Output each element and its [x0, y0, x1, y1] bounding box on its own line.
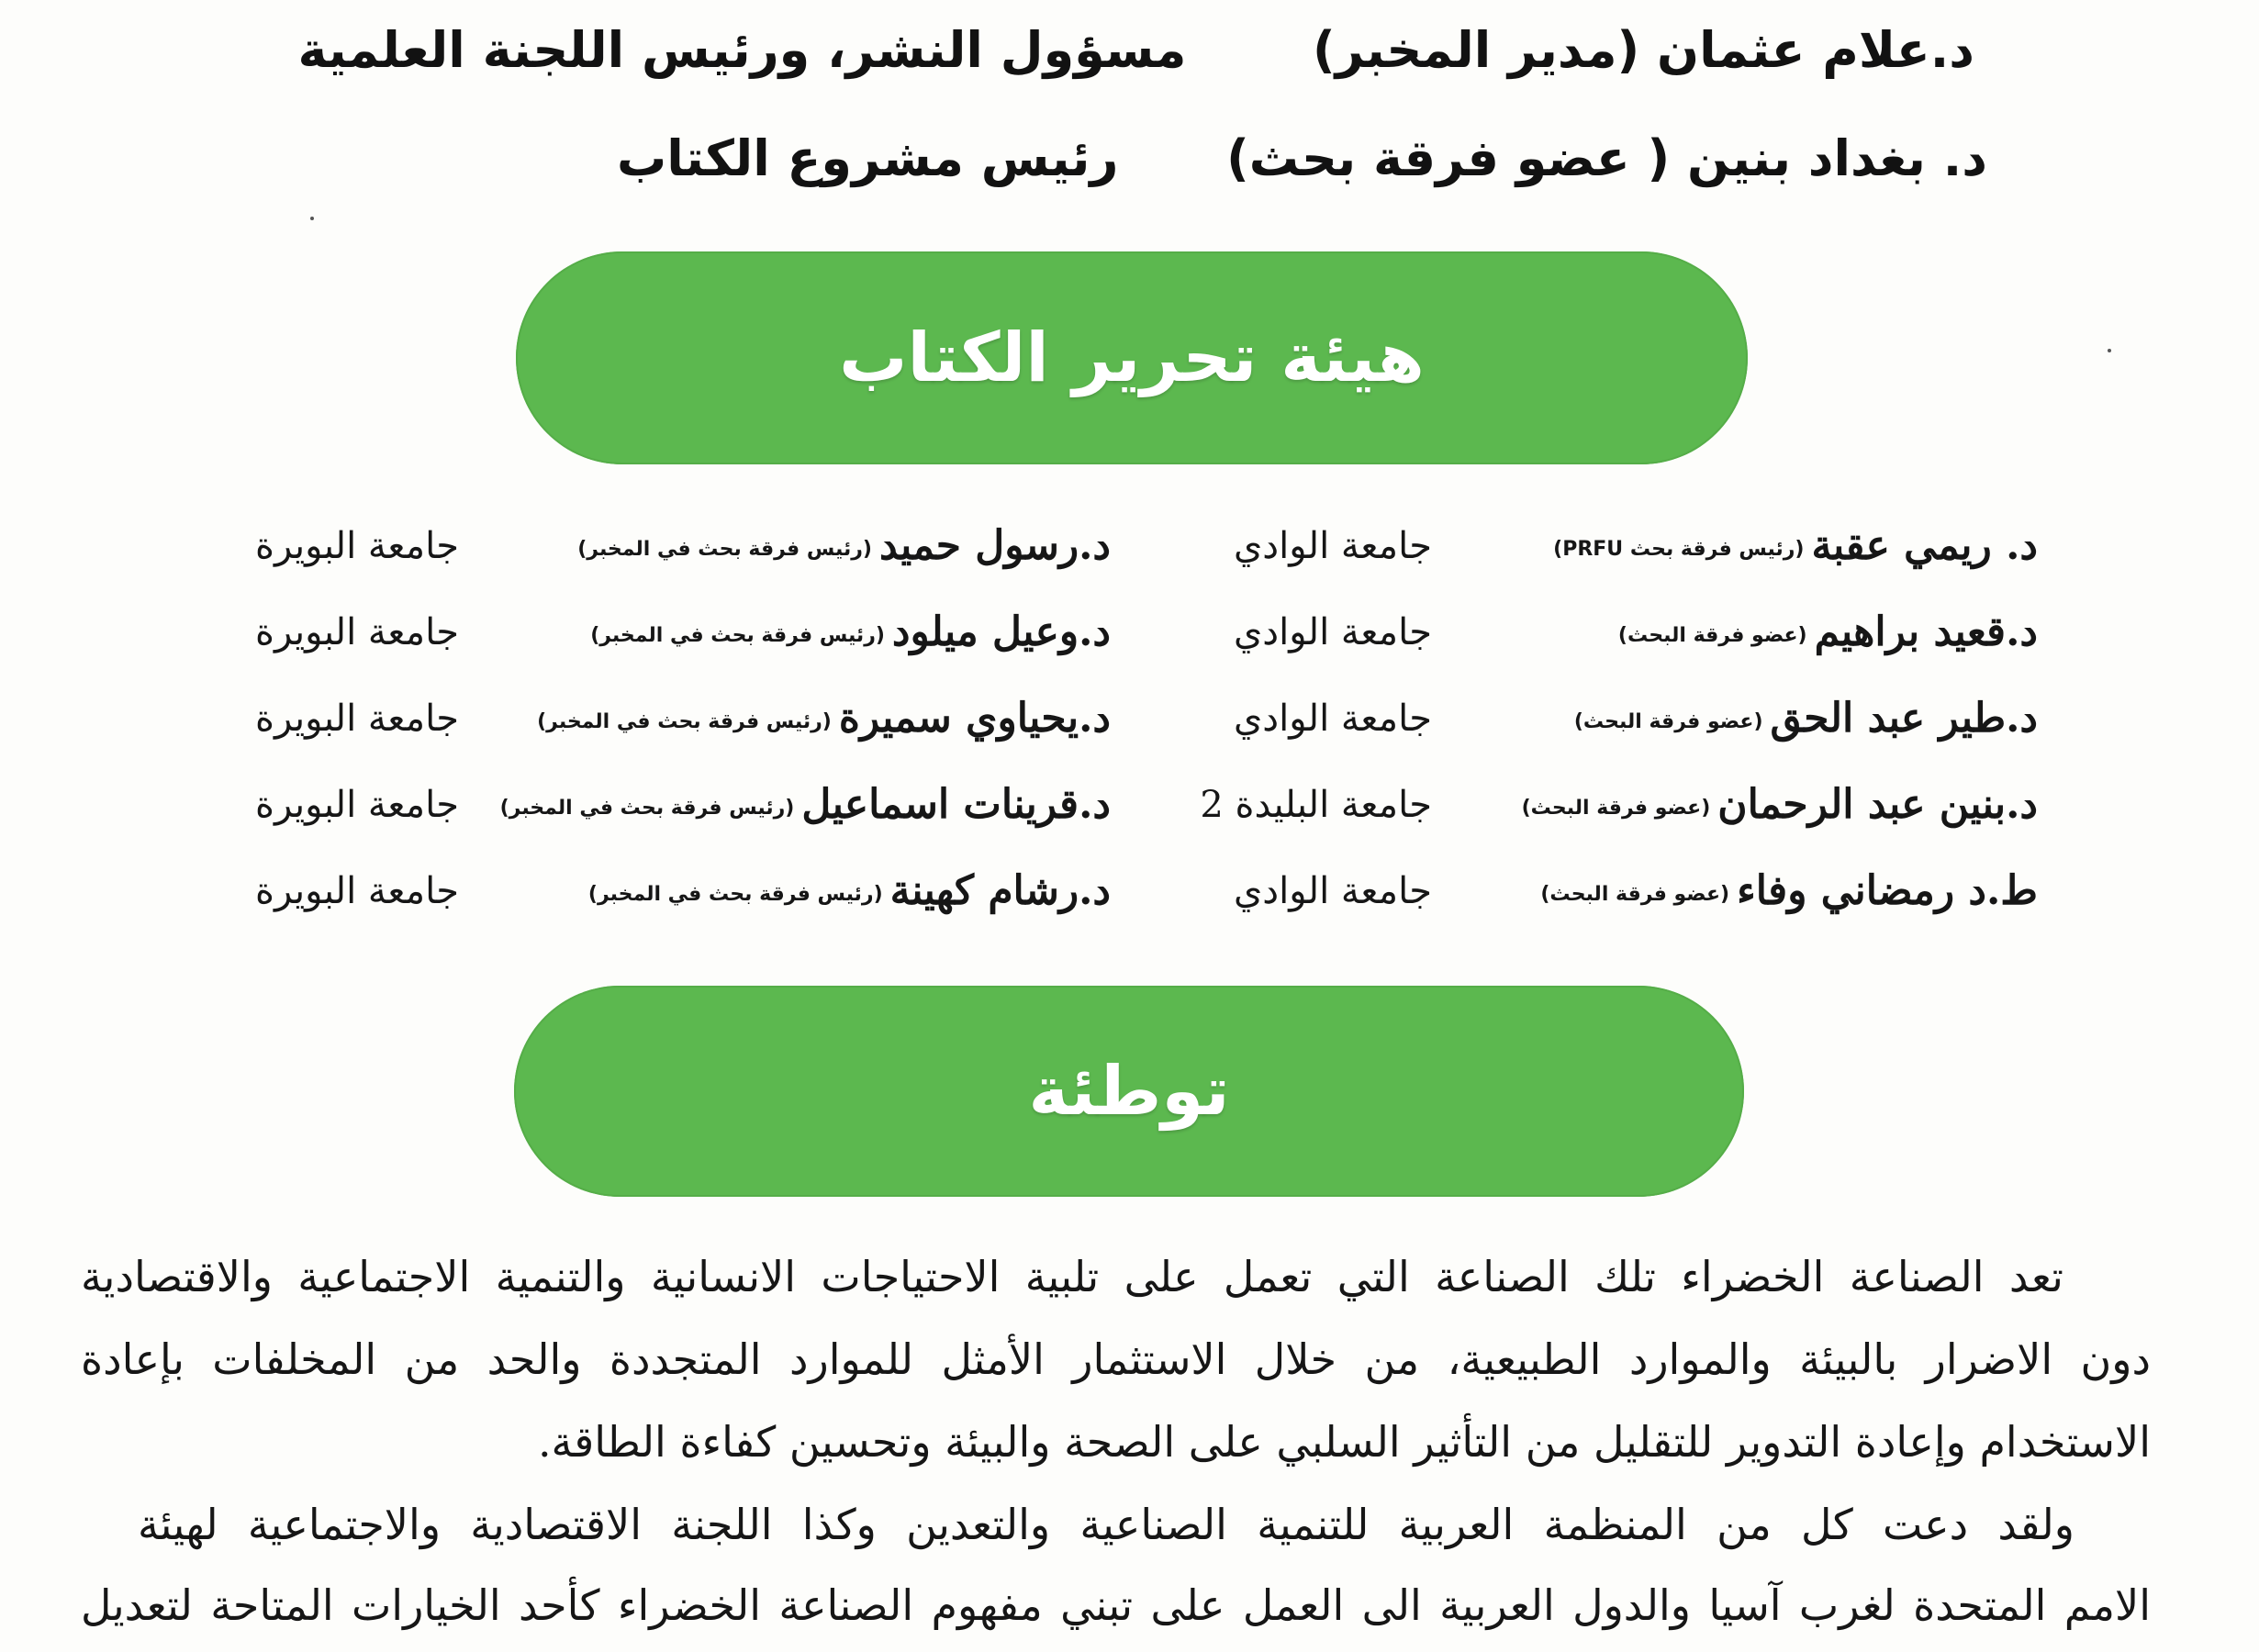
header-line-2 [617, 127, 1987, 191]
table-row [184, 509, 2038, 596]
member-name: د. ريمي عقبة [1811, 522, 2038, 569]
table-row [184, 768, 2038, 854]
member-university: جامعة البويرة [255, 525, 459, 567]
header-line-1 [298, 18, 1975, 83]
header-line-2-role: رئيس مشروع الكتاب [616, 129, 1119, 187]
member-role: (رئيس فرقة بحث في المخبر) [499, 797, 795, 820]
member-name: د.رشام كهينة [889, 867, 1111, 914]
body-line-2: دون الاضرار بالبيئة والموارد الطبيعية، من خلال الاستثمار الأمثل للموارد المتجددة والحد من المخلفات بإعادة [81, 1334, 2151, 1384]
body-line-5: الامم المتحدة لغرب آسيا والدول العربية الى العمل على تبني مفهوم الصناعة الخضراء كأحد الخيارات المتاحة لتعديل [81, 1580, 2151, 1630]
member-role: (عضو فرقة البحث) [1540, 883, 1730, 906]
member-role: (رئيس فرقة بحث PRFU) [1553, 538, 1805, 561]
member-university: جامعة الوادي [1234, 611, 1432, 653]
editorial-board-banner [516, 251, 1748, 464]
member-name: د.قرينات اسماعيل [801, 781, 1111, 828]
member-name: د.بنين عبد الرحمان [1717, 781, 2038, 828]
member-university: جامعة البويرة [255, 611, 459, 653]
member-name: د.يحياوي سميرة [838, 695, 1111, 742]
body-line-4: ولقد دعت كل من المنظمة العربية للتنمية الصناعية والتعدين وكذا اللجنة الاقتصادية والاجتماعية لهيئة [138, 1500, 2074, 1549]
member-role: (عضو فرقة البحث) [1573, 710, 1763, 733]
body-line-1: تعد الصناعة الخضراء تلك الصناعة التي تعمل على تلبية الاحتياجات الانسانية والتنمية الاجتماعية والاقتصادية [81, 1252, 2063, 1301]
member-name: ط.د رمضاني وفاء [1737, 867, 2038, 914]
member-name: د.رسول حميد [878, 522, 1111, 569]
member-university: جامعة الوادي [1234, 525, 1432, 567]
member-university: جامعة البويرة [255, 784, 459, 826]
member-university: جامعة البويرة [255, 870, 459, 912]
header-line-2-name: د. بغداد بنين ( عضو فرقة بحث) [1226, 129, 1987, 187]
member-name: د.قعيد براهيم [1814, 608, 2038, 655]
header-line-1-role: مسؤول النشر، ورئيس اللجنة العلمية [297, 21, 1187, 79]
member-role: (رئيس فرقة بحث في المخبر) [587, 883, 883, 906]
scan-speck [2108, 349, 2111, 352]
member-role: (عضو فرقة البحث) [1617, 624, 1807, 647]
table-row [184, 596, 2038, 682]
introduction-banner [514, 986, 1744, 1197]
member-university: جامعة الوادي [1234, 698, 1432, 740]
member-university: جامعة الوادي [1234, 870, 1432, 912]
body-line-3: الاستخدام وإعادة التدوير للتقليل من التأثير السلبي على الصحة والبيئة وتحسين كفاءة الطاقة. [537, 1417, 2151, 1467]
editorial-board-title: هيئة تحرير الكتاب [839, 318, 1425, 397]
scan-speck [310, 217, 314, 220]
member-name: د.وعيل ميلود [891, 608, 1111, 655]
table-row [184, 682, 2038, 768]
introduction-title: توطئة [1028, 1052, 1230, 1131]
member-role: (رئيس فرقة بحث في المخبر) [590, 624, 885, 647]
editorial-board-list [184, 509, 2038, 941]
member-university: جامعة البليدة 2 [1200, 784, 1432, 826]
member-role: (رئيس فرقة بحث في المخبر) [537, 710, 832, 733]
member-name: د.طير عبد الحق [1770, 695, 2038, 742]
header-line-1-name: د.علام عثمان (مدير المخبر) [1313, 21, 1974, 79]
member-role: (عضو فرقة البحث) [1521, 797, 1711, 820]
table-row [184, 854, 2038, 941]
member-role: (رئيس فرقة بحث في المخبر) [577, 538, 872, 561]
member-university: جامعة البويرة [255, 698, 459, 740]
